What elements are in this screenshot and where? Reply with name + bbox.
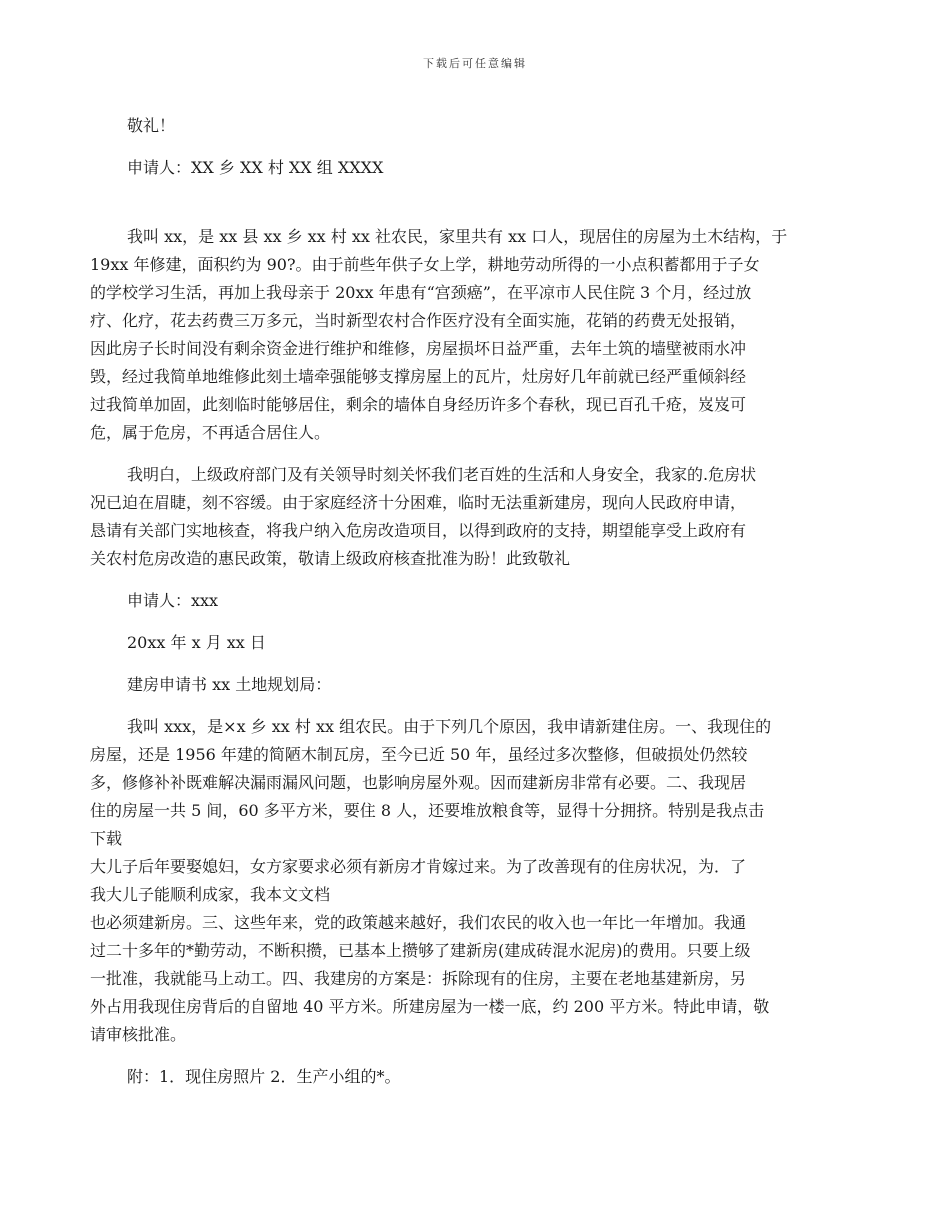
text-line: 恳请有关部门实地核查，将我户纳入危房改造项目，以得到政府的支持，期望能享受上政府有 bbox=[90, 521, 747, 540]
text-line: 多，修修补补既难解决漏雨漏风问题，也影响房屋外观。因而建新房非常有必要。二、我现居 bbox=[90, 773, 747, 792]
text-line: 况已迫在眉睫，刻不容缓。由于家庭经济十分困难，临时无法重新建房，现向人民政府申请， bbox=[90, 493, 747, 512]
text-line: 大儿子后年要娶媳妇，女方家要求必须有新房才肯嫁过来。为了改善现有的住房状况，为．了 bbox=[90, 857, 747, 876]
section-heading: 建房申请书 xx 土地规划局： bbox=[127, 675, 332, 694]
date-line: 20xx 年 x 月 xx 日 bbox=[127, 633, 266, 652]
text-line: 住的房屋一共 5 间，60 多平方米，要住 8 人，还要堆放粮食等，显得十分拥挤。特别是我点击 bbox=[90, 801, 765, 820]
text-line: 危，属于危房，不再适合居住人。 bbox=[90, 423, 331, 442]
text-line: 19xx 年修建，面积约为 90?。由于前些年供子女上学，耕地劳动所得的一小点积蓄都用于子女 bbox=[90, 255, 760, 274]
text-line: 一批准，我就能马上动工。四、我建房的方案是：拆除现有的住房，主要在老地基建新房，另 bbox=[90, 969, 747, 988]
text-line: 下载 bbox=[90, 829, 123, 848]
text-line: 我叫 xx，是 xx 县 xx 乡 xx 村 xx 社农民，家里共有 xx 口人，现居住的房屋为土木结构，于 bbox=[127, 227, 788, 246]
attachment-line: 附：1．现住房照片 2．生产小组的*。 bbox=[127, 1067, 401, 1086]
text-line: 过二十多年的*勤劳动，不断积攒，已基本上攒够了建新房(建成砖混水泥房)的费用。只要上级 bbox=[90, 941, 751, 960]
signature-line: 申请人：xxx bbox=[127, 591, 219, 610]
text-line: 我明白，上级政府部门及有关领导时刻关怀我们老百姓的生活和人身安全，我家的.危房状 bbox=[127, 465, 757, 484]
text-line: 我叫 xxx，是×x 乡 xx 村 xx 组农民。由于下列几个原因，我申请新建住房。一、我现住的 bbox=[127, 717, 772, 736]
applicant-line: 申请人：XX 乡 XX 村 XX 组 XXXX bbox=[127, 158, 384, 177]
text-line: 关农村危房改造的惠民政策，敬请上级政府核查批准为盼！此致敬礼 bbox=[90, 549, 571, 568]
text-line: 疗、化疗，花去药费三万多元，当时新型农村合作医疗没有全面实施，花销的药费无处报销， bbox=[90, 311, 747, 330]
text-line: 请审核批准。 bbox=[90, 1025, 187, 1044]
closing-salutation: 敬礼！ bbox=[127, 116, 176, 135]
text-line: 也必须建新房。三、这些年来，党的政策越来越好，我们农民的收入也一年比一年增加。我通 bbox=[90, 913, 747, 932]
text-line: 我大儿子能顺利成家，我本文文档 bbox=[90, 885, 331, 904]
text-line: 的学校学习生活，再加上我母亲于 20xx 年患有“宫颈癌”，在平凉市人民住院 3 个月，经过放 bbox=[90, 283, 752, 302]
text-line: 毁，经过我简单地维修此刻土墙牵强能够支撑房屋上的瓦片，灶房好几年前就已经严重倾斜经 bbox=[90, 367, 747, 386]
text-line: 因此房子长时间没有剩余资金进行维护和维修，房屋损坏日益严重，去年土筑的墙壁被雨水冲 bbox=[90, 339, 747, 358]
text-line: 房屋，还是 1956 年建的简陋木制瓦房，至今已近 50 年，虽经过多次整修，但破损处仍然较 bbox=[90, 745, 748, 764]
page-header: 下载后可任意编辑 bbox=[423, 57, 527, 70]
text-line: 过我简单加固，此刻临时能够居住，剩余的墙体自身经历许多个春秋，现已百孔千疮，岌岌可 bbox=[90, 395, 747, 414]
text-line: 外占用我现住房背后的自留地 40 平方米。所建房屋为一楼一底，约 200 平方米。特此申请，敬 bbox=[90, 997, 770, 1016]
